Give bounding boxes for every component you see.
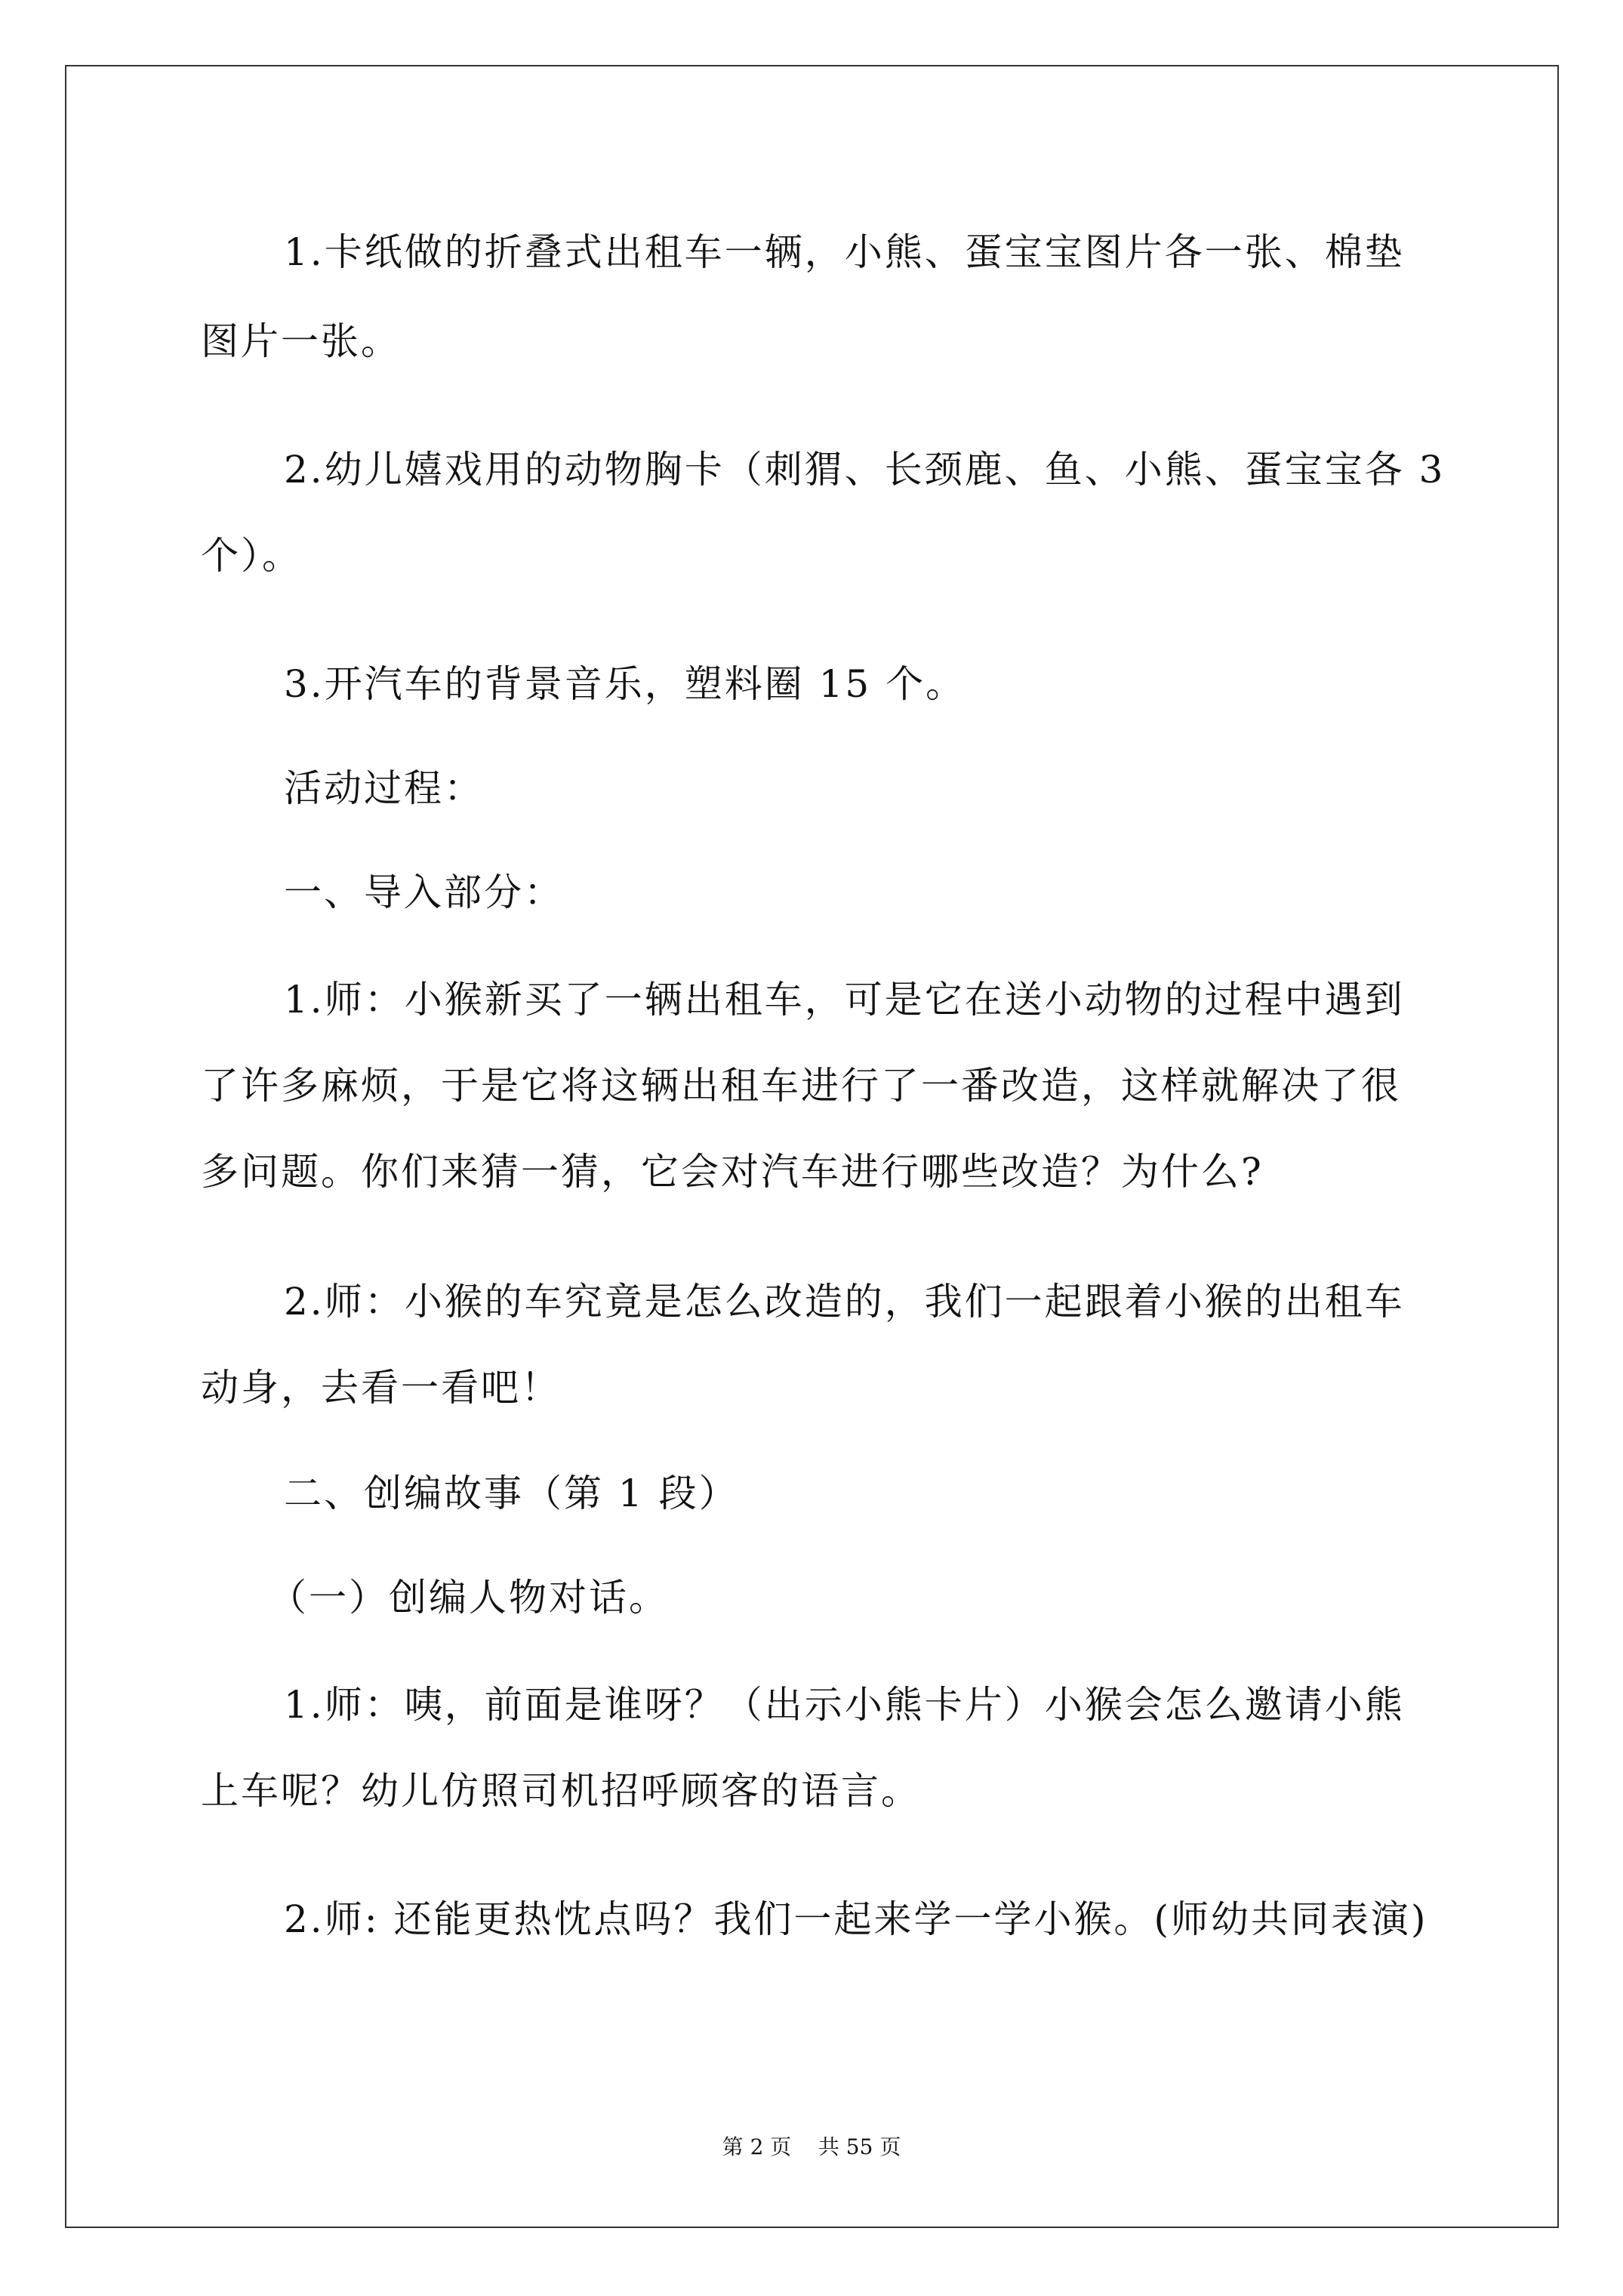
- paragraph-line: 上车呢？幼儿仿照司机招呼顾客的语言。: [201, 1769, 921, 1813]
- paragraph-line: 多问题。你们来猜一猜，它会对汽车进行哪些改造？为什么?: [201, 1150, 1264, 1194]
- subsection-heading: （一）创编人物对话。: [269, 1576, 669, 1620]
- paragraph-line: 了许多麻烦，于是它将这辆出租车进行了一番改造，这样就解决了很: [201, 1064, 1401, 1108]
- paragraph-line: 动身，去看一看吧！: [201, 1366, 561, 1410]
- paragraph-line: 3.开汽车的背景音乐，塑料圈 15 个。: [284, 662, 966, 706]
- paragraph-line: 个）。: [201, 534, 302, 578]
- section-heading: 一、导入部分：: [284, 871, 564, 914]
- section-heading: 活动过程：: [284, 766, 484, 810]
- section-heading: 二、创编故事（第 1 段）: [284, 1472, 739, 1515]
- paragraph-line: 2.师：小猴的车究竟是怎么改造的，我们一起跟着小猴的出租车: [284, 1280, 1405, 1324]
- paragraph-line: 图片一张。: [201, 319, 401, 363]
- paragraph-line: 2.幼儿嬉戏用的动物胸卡（刺猬、长颈鹿、鱼、小熊、蛋宝宝各 3: [284, 448, 1446, 492]
- paragraph-line: 1.师：咦，前面是谁呀？（出示小熊卡片）小猴会怎么邀请小熊: [284, 1683, 1405, 1727]
- paragraph-line: 1.师：小猴新买了一辆出租车，可是它在送小动物的过程中遇到: [284, 978, 1405, 1022]
- paragraph-line: 2.师: 还能更热忱点吗？我们一起来学一学小猴。(师幼共同表演): [284, 1897, 1428, 1941]
- paragraph-line: 1.卡纸做的折叠式出租车一辆，小熊、蛋宝宝图片各一张、棉垫: [284, 230, 1405, 274]
- page-footer: 第 2 页 共 55 页: [722, 2134, 901, 2159]
